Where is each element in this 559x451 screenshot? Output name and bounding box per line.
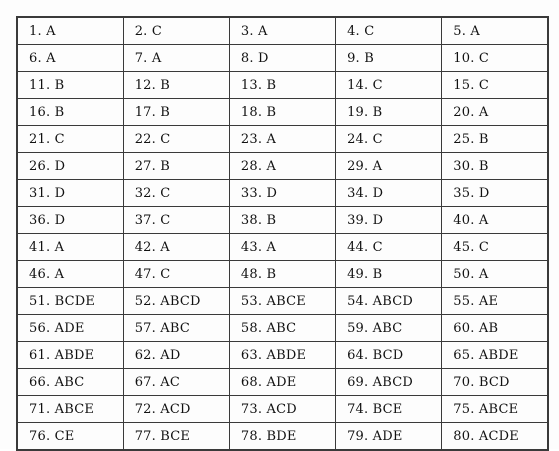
answer-row (17, 126, 548, 153)
answer-cell: 21. C (17, 126, 123, 153)
answer-row (17, 72, 548, 99)
answer-cell: 40. A (442, 207, 548, 234)
answer-cell: 12. B (123, 72, 229, 99)
answer-cell: 72. ACD (123, 396, 229, 423)
answer-cell: 49. B (336, 261, 442, 288)
answer-cell: 63. ABDE (229, 342, 335, 369)
answer-cell: 73. ACD (229, 396, 335, 423)
answer-row (17, 99, 548, 126)
answer-row (17, 315, 548, 342)
answer-cell: 48. B (229, 261, 335, 288)
answer-cell: 10. C (442, 45, 548, 72)
answer-cell: 25. B (442, 126, 548, 153)
answer-cell: 43. A (229, 234, 335, 261)
answer-cell: 52. ABCD (123, 288, 229, 315)
answer-cell: 44. C (336, 234, 442, 261)
answer-cell: 71. ABCE (17, 396, 123, 423)
answer-cell: 68. ADE (229, 369, 335, 396)
answer-cell: 67. AC (123, 369, 229, 396)
answer-cell: 64. BCD (336, 342, 442, 369)
answer-cell: 19. B (336, 99, 442, 126)
answer-cell: 55. AE (442, 288, 548, 315)
answer-cell: 32. C (123, 180, 229, 207)
answer-cell: 54. ABCD (336, 288, 442, 315)
answer-cell: 37. C (123, 207, 229, 234)
answer-cell: 3. A (229, 17, 335, 45)
answer-cell: 74. BCE (336, 396, 442, 423)
answer-row (17, 423, 548, 451)
answer-cell: 26. D (17, 153, 123, 180)
answer-cell: 13. B (229, 72, 335, 99)
answer-cell: 16. B (17, 99, 123, 126)
answer-cell: 27. B (123, 153, 229, 180)
answer-cell: 70. BCD (442, 369, 548, 396)
answer-row (17, 45, 548, 72)
answer-cell: 36. D (17, 207, 123, 234)
answer-cell: 1. A (17, 17, 123, 45)
answer-row (17, 342, 548, 369)
answer-cell: 38. B (229, 207, 335, 234)
answer-cell: 65. ABDE (442, 342, 548, 369)
answer-cell: 66. ABC (17, 369, 123, 396)
answer-cell: 69. ABCD (336, 369, 442, 396)
answer-cell: 78. BDE (229, 423, 335, 451)
answer-cell: 4. C (336, 17, 442, 45)
answer-cell: 80. ACDE (442, 423, 548, 451)
answer-cell: 9. B (336, 45, 442, 72)
answer-cell: 57. ABC (123, 315, 229, 342)
answer-cell: 42. A (123, 234, 229, 261)
answer-cell: 45. C (442, 234, 548, 261)
answer-cell: 76. CE (17, 423, 123, 451)
answer-row (17, 369, 548, 396)
answer-cell: 39. D (336, 207, 442, 234)
answer-cell: 60. AB (442, 315, 548, 342)
answer-row (17, 261, 548, 288)
answer-cell: 47. C (123, 261, 229, 288)
answer-key-table (16, 16, 549, 451)
answer-key-body (17, 17, 548, 450)
answer-row (17, 180, 548, 207)
answer-cell: 24. C (336, 126, 442, 153)
answer-cell: 33. D (229, 180, 335, 207)
answer-cell: 75. ABCE (442, 396, 548, 423)
answer-cell: 17. B (123, 99, 229, 126)
answer-cell: 59. ABC (336, 315, 442, 342)
answer-row (17, 17, 548, 45)
answer-cell: 8. D (229, 45, 335, 72)
answer-cell: 20. A (442, 99, 548, 126)
answer-cell: 53. ABCE (229, 288, 335, 315)
answer-cell: 5. A (442, 17, 548, 45)
answer-cell: 61. ABDE (17, 342, 123, 369)
answer-cell: 35. D (442, 180, 548, 207)
answer-cell: 6. A (17, 45, 123, 72)
answer-cell: 41. A (17, 234, 123, 261)
answer-cell: 29. A (336, 153, 442, 180)
answer-cell: 11. B (17, 72, 123, 99)
answer-cell: 56. ADE (17, 315, 123, 342)
answer-row (17, 396, 548, 423)
answer-cell: 79. ADE (336, 423, 442, 451)
answer-cell: 7. A (123, 45, 229, 72)
answer-row (17, 153, 548, 180)
answer-cell: 31. D (17, 180, 123, 207)
answer-cell: 34. D (336, 180, 442, 207)
answer-cell: 22. C (123, 126, 229, 153)
answer-cell: 46. A (17, 261, 123, 288)
answer-cell: 23. A (229, 126, 335, 153)
answer-cell: 15. C (442, 72, 548, 99)
answer-cell: 58. ABC (229, 315, 335, 342)
answer-cell: 18. B (229, 99, 335, 126)
answer-cell: 51. BCDE (17, 288, 123, 315)
answer-row (17, 234, 548, 261)
answer-cell: 28. A (229, 153, 335, 180)
answer-cell: 30. B (442, 153, 548, 180)
answer-cell: 50. A (442, 261, 548, 288)
answer-row (17, 207, 548, 234)
answer-cell: 62. AD (123, 342, 229, 369)
answer-cell: 14. C (336, 72, 442, 99)
answer-cell: 2. C (123, 17, 229, 45)
answer-cell: 77. BCE (123, 423, 229, 451)
answer-row (17, 288, 548, 315)
